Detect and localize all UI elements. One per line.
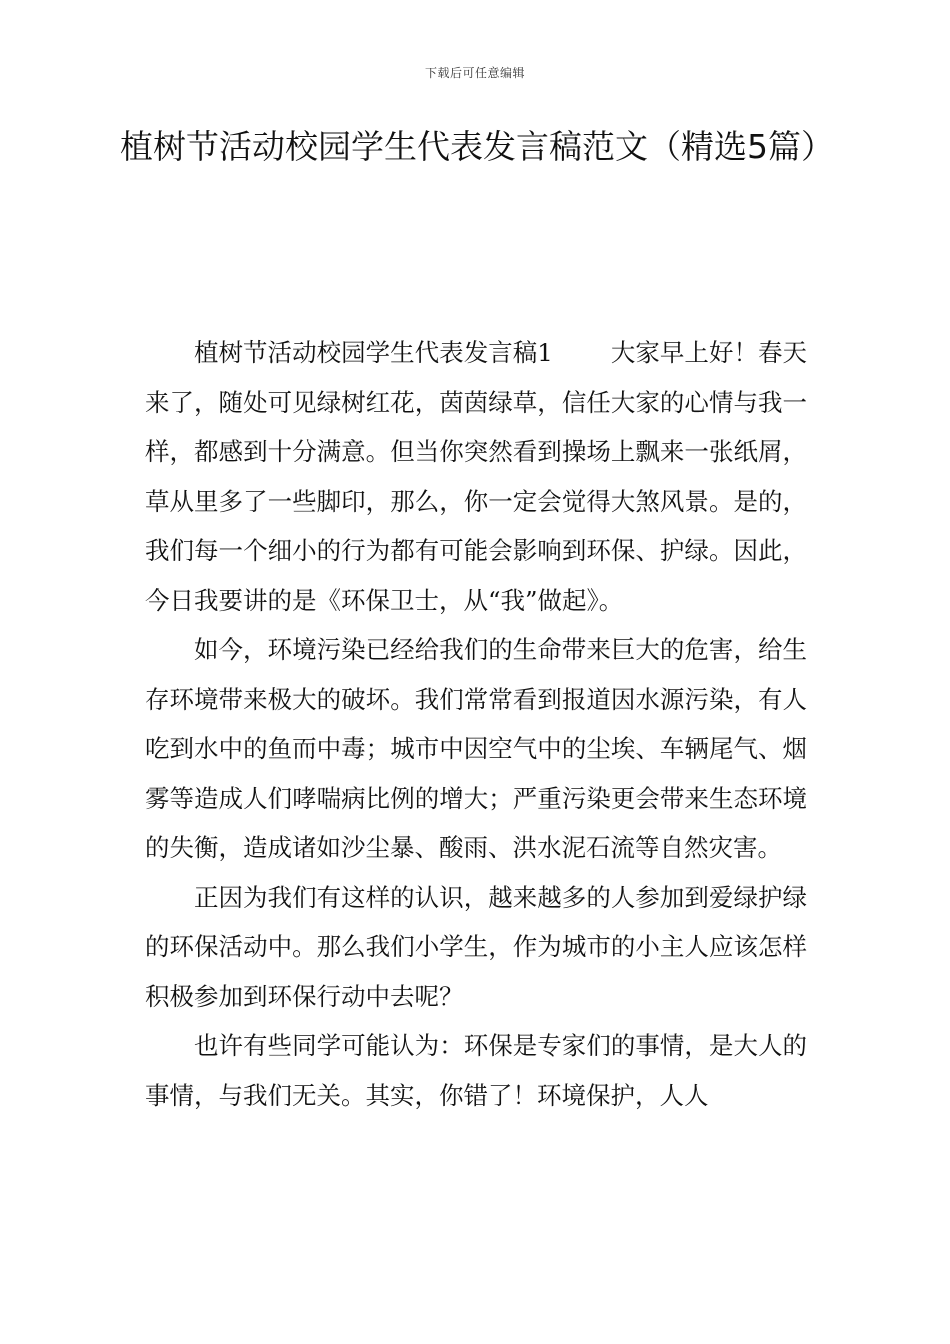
- paragraph-2: 如今，环境污染已经给我们的生命带来巨大的危害，给生存环境带来极大的破坏。我们常常看到报道因水源污染，有人吃到水中的鱼而中毒；城市中因空气中的尘埃、车辆尾气、烟雾等造成人们哮喘病比例的增大；严重污染更会带来生态环境的失衡，造成诸如沙尘暴、酸雨、洪水泥石流等自然灾害。: [145, 635, 807, 862]
- paragraph-4: 也许有些同学可能认为：环保是专家们的事情，是大人的事情，与我们无关。其实，你错了！环境保护，人人: [145, 1031, 807, 1110]
- paragraph-1-text: 大家早上好！春天来了，随处可见绿树红花，茵茵绿草，信任大家的心情与我一样，都感到十分满意。但当你突然看到操场上飘来一张纸屑，草从里多了一些脚印，那么，你一定会觉得大煞风景。是的，我们每一个细小的行为都有可能会影响到环保、护绿。因此，今日我要讲的是《环保卫士，从“我”做起》。: [145, 338, 808, 615]
- paragraph-1: [145, 328, 807, 625]
- document-title: 植树节活动校园学生代表发言稿范文（精选5篇）: [120, 127, 834, 166]
- header-note: 下载后可任意编辑: [424, 66, 525, 80]
- paragraph-3: 正因为我们有这样的认识，越来越多的人参加到爱绿护绿的环保活动中。那么我们小学生，作为城市的小主人应该怎样积极参加到环保行动中去呢？: [145, 882, 807, 1011]
- document-body: [145, 328, 807, 1120]
- section-heading: 植树节活动校园学生代表发言稿1: [194, 338, 553, 367]
